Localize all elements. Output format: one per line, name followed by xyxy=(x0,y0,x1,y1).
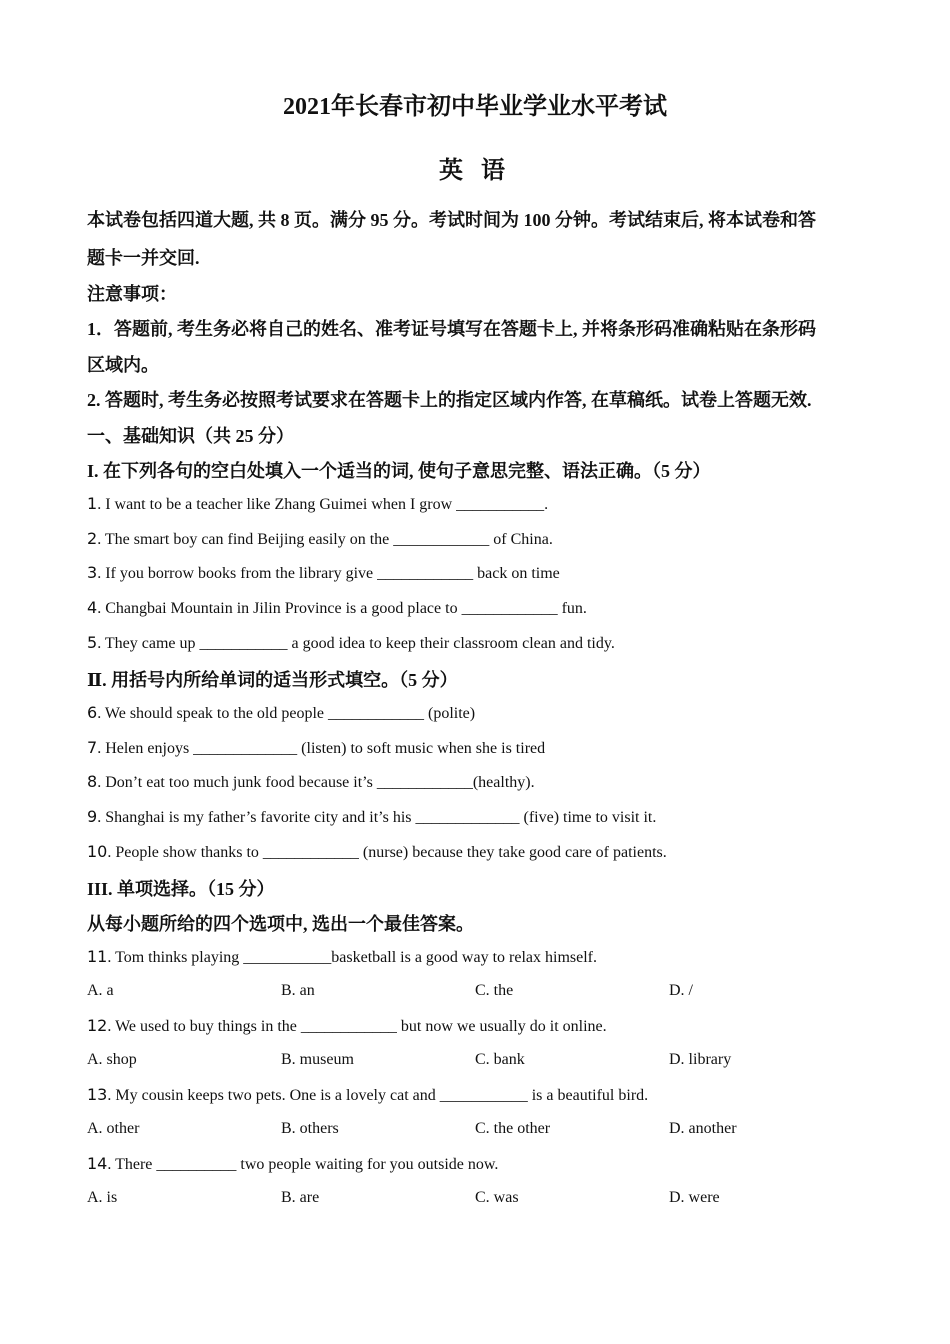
question-number: 8 xyxy=(87,772,98,791)
question-12 xyxy=(87,1016,877,1036)
question-text: . Changbai Mountain in Jilin Province is a good place to ____________ fun. xyxy=(97,600,587,617)
notice-1a: 1．答题前, 考生务必将自己的姓名、准考证号填写在答题卡上, 并将条形码准确粘贴在条形码 xyxy=(87,319,816,339)
question-text: . Don’t eat too much junk food because it’s ____________(healthy). xyxy=(97,774,535,791)
question-number: 10 xyxy=(87,842,108,861)
question-text: . They came up ___________ a good idea to keep their classroom clean and tidy. xyxy=(97,635,615,652)
question-text: . My cousin keeps two pets. One is a lovely cat and ___________ is a beautiful bird. xyxy=(107,1087,649,1104)
question-text: . If you borrow books from the library give ____________ back on time xyxy=(97,565,560,582)
option-c: C. bank xyxy=(475,1051,525,1068)
question-number: 14 xyxy=(87,1154,108,1173)
question-number: 13 xyxy=(87,1085,108,1104)
question-text: . People show thanks to ____________ (nurse) because they take good care of patients. xyxy=(107,844,667,861)
section3-title: III. 单项选择。（15 分） xyxy=(87,879,275,899)
question-number: 3 xyxy=(87,563,98,582)
option-a: A. a xyxy=(87,982,114,999)
section2-title: Ⅱ. 用括号内所给单词的适当形式填空。（5 分） xyxy=(87,670,458,690)
option-a: A. is xyxy=(87,1189,118,1206)
option-b: B. others xyxy=(281,1120,339,1137)
question-text: . The smart boy can find Beijing easily on the ____________ of China. xyxy=(97,531,553,548)
exam-title: 2021年长春市初中毕业学业水平考试 xyxy=(283,94,667,120)
question-number: 6 xyxy=(87,703,98,722)
subject-title: 英 语 xyxy=(439,158,511,184)
section1-title: I. 在下列各句的空白处填入一个适当的词, 使句子意思完整、语法正确。（5 分） xyxy=(87,461,711,481)
notice-2: 2. 答题时, 考生务必按照考试要求在答题卡上的指定区域内作答, 在草稿纸。试卷上答题无效. xyxy=(87,390,812,410)
question-13 xyxy=(87,1085,877,1105)
section3-instruction: 从每小题所给的四个选项中, 选出一个最佳答案。 xyxy=(87,914,474,934)
option-c: C. the other xyxy=(475,1120,551,1137)
question-2 xyxy=(87,529,877,549)
question-text: . There __________ two people waiting for you outside now. xyxy=(107,1156,499,1173)
question-text: . I want to be a teacher like Zhang Guimei when I grow ___________. xyxy=(97,496,549,513)
option-c: C. the xyxy=(475,982,514,999)
question-7 xyxy=(87,738,877,758)
question-number: 7 xyxy=(87,738,98,757)
option-d: D. library xyxy=(669,1051,732,1068)
question-5 xyxy=(87,633,877,653)
question-4 xyxy=(87,598,877,618)
question-1 xyxy=(87,494,877,514)
question-text: . Tom thinks playing ___________basketball is a good way to relax himself. xyxy=(107,949,597,966)
intro-line-1: 本试卷包括四道大题, 共 8 页。满分 95 分。考试时间为 100 分钟。考试结束后, 将本试卷和答 xyxy=(87,210,816,230)
option-b: B. museum xyxy=(281,1051,354,1068)
notice-1b: 区域内。 xyxy=(87,355,159,375)
notice-title: 注意事项： xyxy=(87,284,177,304)
part1-title: 一、基础知识（共 25 分） xyxy=(87,426,294,446)
question-9 xyxy=(87,807,877,827)
question-number: 12 xyxy=(87,1016,108,1035)
question-10 xyxy=(87,842,877,862)
question-text: . We used to buy things in the ____________ but now we usually do it online. xyxy=(107,1018,607,1035)
question-number: 9 xyxy=(87,807,98,826)
question-number: 5 xyxy=(87,633,98,652)
question-3 xyxy=(87,563,877,583)
option-d: D. / xyxy=(669,982,693,999)
option-b: B. are xyxy=(281,1189,320,1206)
question-8 xyxy=(87,772,877,792)
question-text: . Shanghai is my father’s favorite city and it’s his _____________ (five) time to visit it. xyxy=(97,809,657,826)
option-a: A. shop xyxy=(87,1051,137,1068)
question-11 xyxy=(87,947,877,967)
question-number: 11 xyxy=(87,947,108,966)
option-d: D. were xyxy=(669,1189,720,1206)
intro-line-2: 题卡一并交回. xyxy=(87,248,200,268)
option-b: B. an xyxy=(281,982,315,999)
question-number: 2 xyxy=(87,529,98,548)
question-text: . We should speak to the old people ____________ (polite) xyxy=(97,705,476,722)
question-6 xyxy=(87,703,877,723)
question-text: . Helen enjoys _____________ (listen) to soft music when she is tired xyxy=(97,740,546,757)
question-number: 1 xyxy=(87,494,98,513)
option-a: A. other xyxy=(87,1120,140,1137)
question-14 xyxy=(87,1154,877,1174)
option-d: D. another xyxy=(669,1120,737,1137)
question-number: 4 xyxy=(87,598,98,617)
option-c: C. was xyxy=(475,1189,519,1206)
